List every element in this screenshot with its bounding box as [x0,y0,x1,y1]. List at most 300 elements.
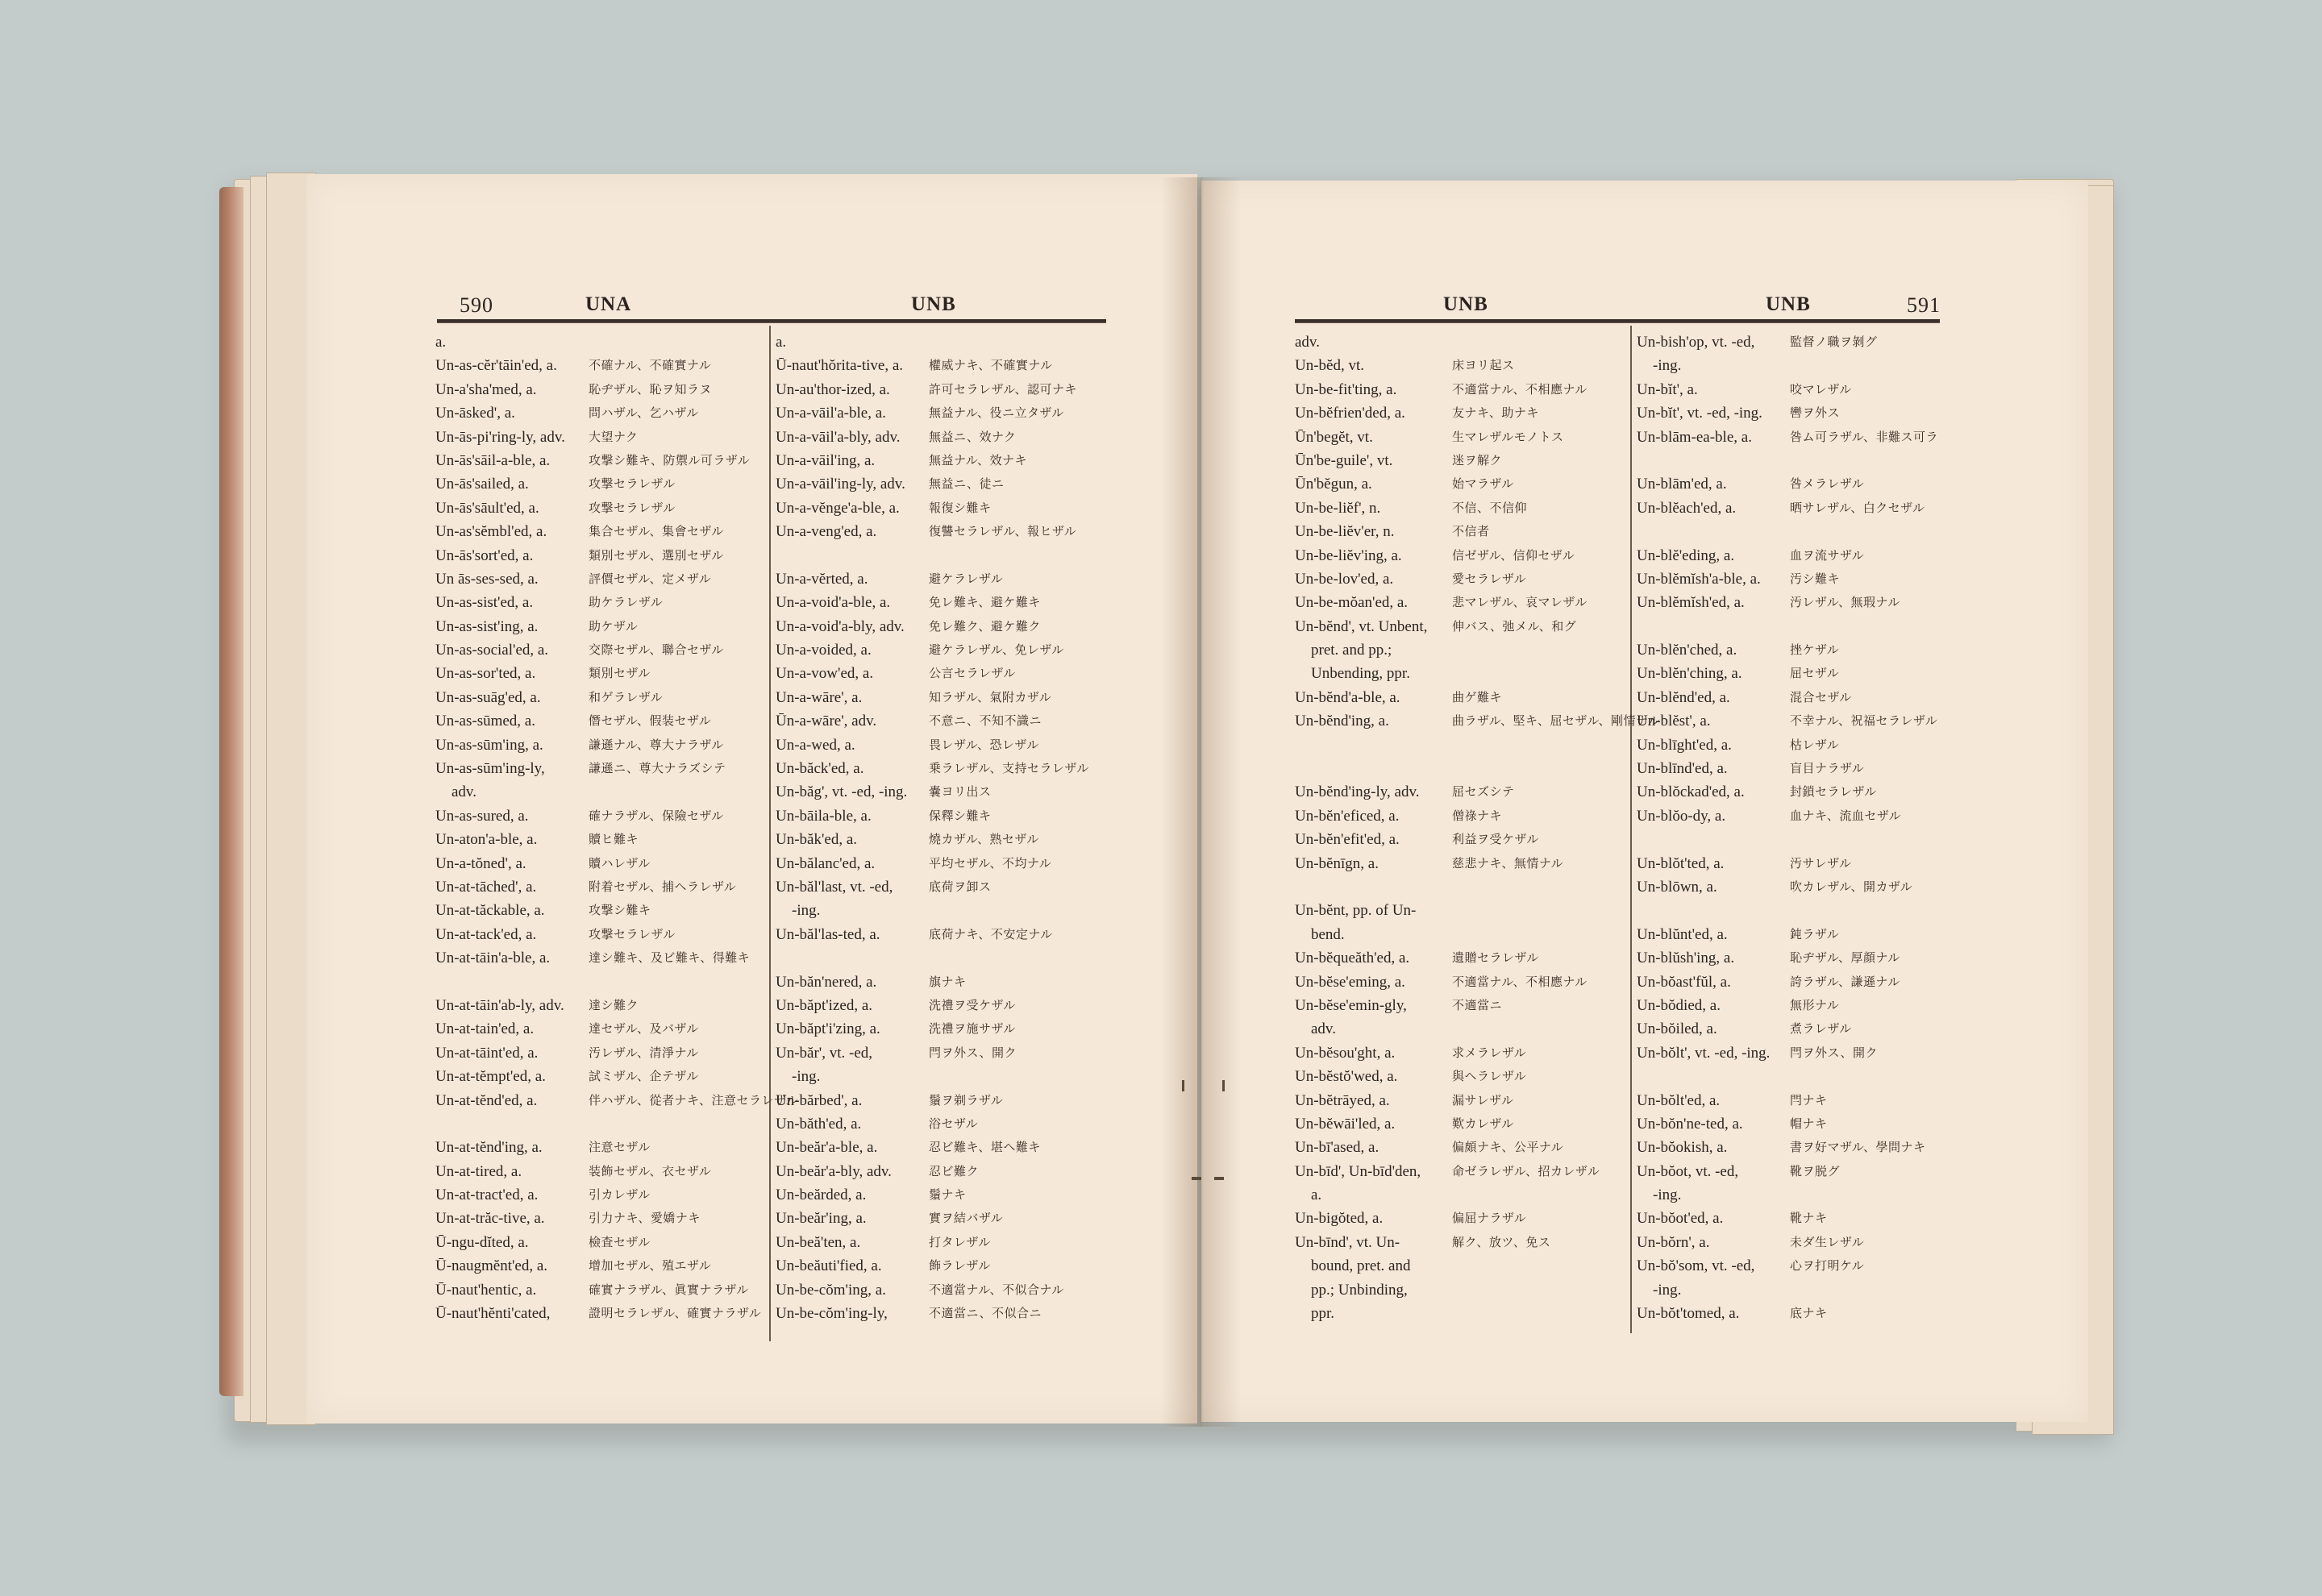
dictionary-entry [1295,923,1625,946]
headword: Un-bălanc'ed, a. [776,854,876,872]
dictionary-entry [435,591,766,614]
headword: Un-blĕnd'ed, a. [1637,688,1730,706]
headword: Un-beăr'ing, a. [776,1210,867,1228]
headword: Un-blŏckad'ed, a. [1637,783,1745,801]
japanese-definition: 問ハザル、乞ハザル [589,405,699,421]
japanese-definition: 底荷ナキ、不安定ナル [929,926,1053,941]
headword: Un-bărbed', a. [776,1091,863,1109]
japanese-definition: 不信者 [1452,524,1490,539]
japanese-definition: 友ナキ、助ナキ [1452,405,1539,421]
headword: Un-a-vāil'a-bly, adv. [776,428,901,446]
japanese-definition: 枯レザル [1790,737,1840,752]
japanese-definition: 迷ヲ解ク [1452,452,1503,468]
headword: -ing. [792,1068,821,1086]
japanese-definition: 血ナキ、流血セザル [1790,808,1902,823]
japanese-definition: 曲ゲ難キ [1452,689,1503,704]
headword: Ū-naut'hŏrita-tive, a. [776,357,904,375]
headword: Un-as-sūm'ing-ly, [435,760,545,778]
japanese-definition: 僭セザル、假装セザル [589,713,712,729]
japanese-definition: 曲ラザル、堅キ、屈セザル、剛情ナル [1452,713,1661,729]
dictionary-entry [1295,638,1625,662]
japanese-definition: 評價セザル、定メザル [589,571,712,586]
japanese-definition: 不確ナル、不確實ナル [589,358,712,373]
dictionary-entry [776,828,1106,851]
headword: adv. [452,783,476,801]
dictionary-entry [1295,852,1625,875]
dictionary-entry [1295,875,1625,899]
headword: Un-āsked', a. [435,405,515,422]
dictionary-entry [776,686,1106,709]
headword: Un-a-vĕrted, a. [776,570,868,588]
japanese-definition: 達シ難ク [589,997,639,1012]
headword: Un-a-tŏned', a. [435,854,526,872]
japanese-definition: 忍ビ難キ、堪ヘ難キ [929,1140,1041,1155]
dictionary-entry [776,899,1106,922]
japanese-definition: 公言セラレザル [929,666,1016,681]
dictionary-entry [1637,828,1943,851]
dictionary-entry [1295,497,1625,520]
japanese-definition: 不適當ニ、不似合ニ [929,1306,1042,1321]
dictionary-entry [435,1302,766,1325]
headword: Un-a-vow'ed, a. [776,665,874,683]
japanese-definition: 浴セザル [929,1116,979,1131]
japanese-definition: 盲目ナラザル [1790,761,1865,776]
dictionary-entry [1637,1112,1943,1136]
dictionary-entry [1295,1160,1625,1183]
japanese-definition: 知ラザル、氣附カザル [929,689,1052,704]
japanese-definition: 增加セザル、殖エザル [589,1258,712,1274]
dictionary-entry [1637,1160,1943,1183]
dictionary-entry [1637,1136,1943,1159]
right-page-column-1 [1295,330,1661,1325]
headword: Un-blĕmĭsh'a-ble, a. [1637,570,1761,588]
japanese-definition: 謙遜ニ、尊大ナラズシテ [589,761,726,776]
dictionary-entry [435,615,766,638]
japanese-definition: 命ゼラレザル、招カレザル [1452,1163,1600,1178]
headword: Un-băg', vt. -ed, -ing. [776,783,908,801]
dictionary-entry [1295,449,1625,472]
japanese-definition: 挫ケザル [1790,642,1840,658]
dictionary-entry [435,946,766,970]
headword: Un-as-sūm'ing, a. [435,736,543,754]
headword: Ūn'be-guile', vt. [1295,451,1393,469]
japanese-definition: 混合セザル [1790,689,1852,704]
japanese-definition: 謙遜ナル、尊大ナラザル [589,737,724,752]
dictionary-entry [1295,1136,1625,1159]
japanese-definition: 平均セザル、不均ナル [929,855,1052,871]
left-page-column-1 [435,330,799,1325]
headword: adv. [1311,1020,1336,1038]
dictionary-entry [1295,615,1625,638]
dictionary-entry [776,804,1106,828]
japanese-definition: 始マラザル [1452,476,1514,492]
japanese-definition: 閂ヲ外ス、開ク [929,1045,1017,1060]
dictionary-entry [1637,899,1943,922]
japanese-definition: 實ヲ結バザル [929,1211,1004,1226]
headword: Un-bĭt', a. [1637,380,1698,398]
dictionary-entry [1637,994,1943,1017]
headword: Un-be-cŏm'ing, a. [776,1281,886,1299]
japanese-definition: 咎ム可ラザル、非難ス可ラ [1790,429,1939,444]
japanese-definition: 鈍ラザル [1790,926,1840,941]
dictionary-entry [1295,804,1625,828]
japanese-definition: 偏屈ナラザル [1452,1211,1527,1226]
dictionary-entry [776,852,1106,875]
headword: pret. and pp.; [1311,642,1392,659]
headword: Un-as'sĕmbl'ed, a. [435,523,547,541]
dictionary-entry [1295,567,1625,591]
japanese-definition: 不適當ニ [1452,997,1503,1012]
dictionary-entry [435,567,766,591]
headword: Un-at-tack'ed, a. [435,925,537,943]
binding-stitch [1214,1177,1224,1180]
dictionary-entry [435,1041,766,1065]
headword: Un-at-tired, a. [435,1162,522,1180]
headword: Un-blŏo-dy, a. [1637,807,1726,825]
japanese-definition: 伸バス、弛メル、和グ [1452,618,1577,634]
dictionary-entry [776,330,1106,354]
headword: Un-beăr'a-bly, adv. [776,1162,892,1180]
headword: -ing. [1653,1187,1682,1204]
headword: Un-at-tĕnd'ing, a. [435,1139,543,1157]
dictionary-entry [1295,994,1625,1017]
headword: Un-au'thor-ized, a. [776,380,890,398]
dictionary-entry [1637,734,1943,757]
dictionary-entry [1637,852,1943,875]
left-column-divider [769,326,771,1341]
headword: Un-bĕnd'a-ble, a. [1295,688,1400,706]
headword: Un-be-liĕv'er, n. [1295,523,1395,541]
headword: Un-bĕstŏ'wed, a. [1295,1068,1398,1086]
headword: Un-blŭsh'ing, a. [1637,950,1735,967]
japanese-definition: 達セザル、及バザル [589,1021,699,1037]
headword: Un-bŏdied, a. [1637,996,1721,1014]
dictionary-entry [776,354,1106,377]
dictionary-entry [1295,1065,1625,1088]
dictionary-entry [1637,520,1943,543]
dictionary-entry [1295,354,1625,377]
headword: Un-bĕsou'ght, a. [1295,1044,1396,1062]
headword: Un-beărded, a. [776,1187,867,1204]
headword: Un-beăr'a-ble, a. [776,1139,878,1157]
headword: Un-ās'sort'ed, a. [435,547,534,564]
dictionary-entry [776,378,1106,401]
headword: Un-at-tĕmpt'ed, a. [435,1068,546,1086]
japanese-definition: 攻撃シ難キ、防禦ル可ラザル [589,452,751,468]
headword: Ūn'bĕgun, a. [1295,476,1372,493]
headword: Un-bĕnd'ing, a. [1295,713,1389,730]
japanese-definition: 漏サレザル [1452,1092,1514,1108]
dictionary-entry [435,426,766,449]
headword: Un-as-sist'ed, a. [435,594,534,612]
dictionary-entry [776,923,1106,946]
dictionary-entry [435,520,766,543]
japanese-definition: 避ケラレザル [929,571,1004,586]
headword: Un-bĕn'efit'ed, a. [1295,831,1400,849]
dictionary-entry [1295,1254,1625,1278]
headword: Un-bĕnīgn, a. [1295,854,1379,872]
dictionary-entry [1637,1207,1943,1230]
japanese-definition: 不幸ナル、祝福セラレザル [1790,713,1938,729]
dictionary-entry [1295,1231,1625,1254]
dictionary-entry [1637,804,1943,828]
japanese-definition: 無益ナル、效ナキ [929,452,1028,468]
headword: Un-as-sured, a. [435,807,529,825]
dictionary-entry [1295,780,1625,804]
japanese-definition: 權威ナキ、不確實ナル [929,358,1053,373]
headword: Un-as-social'ed, a. [435,642,549,659]
dictionary-entry [1295,1041,1625,1065]
headword: -ing. [792,902,821,920]
dictionary-entry [1295,709,1661,733]
dictionary-entry [1295,899,1625,922]
dictionary-entry [1637,970,1943,994]
dictionary-entry [435,1089,799,1112]
dictionary-entry [435,1160,766,1183]
japanese-definition: 贖ヒ難キ [589,832,639,847]
headword: Un-as-sist'ing, a. [435,617,539,635]
japanese-definition: 恥ヂザル、厚顔ナル [1790,950,1900,966]
headword: Un-bŏlt', vt. -ed, -ing. [1637,1044,1771,1062]
japanese-definition: 閂ナキ [1790,1092,1828,1108]
dictionary-entry [1637,591,1943,614]
dictionary-entry [1637,1231,1943,1254]
dictionary-entry [435,734,766,757]
japanese-definition: 書ヲ好マザル、學問ナキ [1790,1140,1926,1155]
headword: Un-blīnd'ed, a. [1637,760,1728,778]
japanese-definition: 忍ビ難ク [929,1163,980,1178]
japanese-definition: 免レ難キ、避ケ難キ [929,595,1041,610]
left-page-number: 590 [460,293,493,317]
dictionary-entry [1295,1112,1625,1136]
headword: Un-bĕse'emin-gly, [1295,996,1407,1014]
headword: Un-be-cŏm'ing-ly, [776,1305,888,1323]
headword: Un-bigŏted, a. [1295,1210,1384,1228]
right-guide-word-first: UNB [1443,293,1488,315]
japanese-definition: 和ゲラレザル [589,689,664,704]
headword: Un-a-void'a-bly, adv. [776,617,905,635]
dictionary-entry [435,875,766,899]
dictionary-entry [776,544,1106,567]
japanese-definition: 攻撃セラレザル [589,926,676,941]
headword: ppr. [1311,1305,1335,1323]
japanese-definition: 底ナキ [1790,1306,1828,1321]
dictionary-entry [776,1278,1106,1302]
dictionary-entry [435,1065,766,1088]
japanese-definition: 装飾セザル、衣セザル [589,1163,712,1178]
dictionary-entry [435,378,766,401]
japanese-definition: 求メラレザル [1452,1045,1527,1060]
dictionary-entry [776,1183,1106,1207]
headword: Ū-ngu-dĭted, a. [435,1233,529,1251]
japanese-definition: 復讐セラレザル、報ヒザル [929,524,1077,539]
japanese-definition: 生マレザルモノトス [1452,429,1564,444]
japanese-definition: 不適當ナル、不似合ナル [929,1282,1064,1297]
dictionary-entry [1637,923,1943,946]
japanese-definition: 攻撃セラレザル [589,476,676,492]
dictionary-entry [776,1112,1106,1136]
japanese-definition: 閂ヲ外ス、開ク [1790,1045,1878,1060]
headword: Un-bŏokish, a. [1637,1139,1728,1157]
japanese-definition: 底荷ヲ卸ス [929,879,992,894]
dictionary-entry [776,662,1106,685]
japanese-definition: 屈セザル [1790,666,1840,681]
headword: Un-bŏot'ed, a. [1637,1210,1724,1228]
dictionary-entry [776,734,1106,757]
dictionary-entry [435,354,766,377]
japanese-definition: 助ケザル [589,618,639,634]
japanese-definition: 汚レザル、無瑕ナル [1790,595,1900,610]
headword: Un-a-vāil'ing, a. [776,451,876,469]
japanese-definition: 伴ハザル、從者ナキ、注意セラレザル [589,1092,799,1108]
headword: Un-bĭt', vt. -ed, -ing. [1637,405,1762,422]
japanese-definition: 不適當ナル、不相應ナル [1452,381,1588,397]
dictionary-entry [776,638,1106,662]
headword: Un-as-sor'ted, a. [435,665,536,683]
japanese-definition: 無益ニ、效ナク [929,429,1017,444]
headword: Un-bīd', Un-bīd'den, [1295,1162,1421,1180]
headword: Ūn'begĕt, vt. [1295,428,1373,446]
headword: a. [776,334,787,351]
headword: Un-băn'nered, a. [776,973,877,991]
headword: Un-bŏiled, a. [1637,1020,1717,1038]
japanese-definition: 保釋シ難キ [929,808,992,823]
japanese-definition: 咬マレザル [1790,381,1852,397]
dictionary-entry [1637,567,1943,591]
dictionary-entry [435,449,766,472]
japanese-definition: 慈悲ナキ、無情ナル [1452,855,1564,871]
headword: Un-at-tāin'ab-ly, adv. [435,996,564,1014]
dictionary-entry [1295,828,1625,851]
japanese-definition: 達シ難キ、及ビ難キ、得難キ [589,950,751,966]
japanese-definition: 不適當ナル、不相應ナル [1452,974,1588,989]
japanese-definition: 鬚ヲ剃ラザル [929,1092,1004,1108]
headword: Un-ās'sāult'ed, a. [435,499,539,517]
dictionary-entry [1637,638,1943,662]
headword: Un-bāila-ble, a. [776,807,872,825]
headword: Un-blŏt'ted, a. [1637,854,1725,872]
dictionary-entry [1637,780,1943,804]
dictionary-entry [1637,1089,1943,1112]
dictionary-entry [1637,615,1943,638]
japanese-definition: 助ケラレザル [589,595,664,610]
dictionary-entry [435,662,766,685]
right-column-divider [1630,326,1632,1333]
headword: Un-be-mŏan'ed, a. [1295,594,1409,612]
dictionary-entry [435,828,766,851]
dictionary-entry [1637,426,1943,449]
headword: adv. [1295,334,1320,351]
japanese-definition: 煮ラレザル [1790,1021,1852,1037]
headword: Un-at-tāint'ed, a. [435,1044,539,1062]
japanese-definition: 鬚ナキ [929,1187,967,1203]
japanese-definition: 血ヲ流サザル [1790,547,1865,563]
dictionary-entry [1637,1254,1943,1278]
japanese-definition: 洗禮ヲ施サザル [929,1021,1016,1037]
japanese-definition: 偏頗ナキ、公平ナル [1452,1140,1564,1155]
headword: -ing. [1653,1281,1682,1299]
japanese-definition: 悲マレザル、哀マレザル [1452,595,1588,610]
headword: Ū-naut'hĕnti'cated, [435,1305,551,1323]
dictionary-entry [1637,875,1943,899]
dictionary-entry [1637,662,1943,685]
headword: Un-bŏt'tomed, a. [1637,1305,1740,1323]
japanese-definition: 轡ヲ外ス [1790,405,1841,421]
dictionary-entry [435,994,766,1017]
headword: Un-a-veng'ed, a. [776,523,877,541]
japanese-definition: 遺贈セラレザル [1452,950,1539,966]
dictionary-entry [776,875,1106,899]
dictionary-entry [776,591,1106,614]
dictionary-entry [1295,378,1625,401]
headword: Un-blĕmĭsh'ed, a. [1637,594,1745,612]
dictionary-entry [1637,757,1943,780]
dictionary-entry [776,1231,1106,1254]
japanese-definition: 注意セザル [589,1140,651,1155]
dictionary-entry [1295,734,1625,781]
headword: bound, pret. and [1311,1257,1411,1275]
headword: Un-bĕqueăth'ed, a. [1295,950,1410,967]
dictionary-entry [776,1254,1106,1278]
headword: Un-blĕach'ed, a. [1637,499,1737,517]
dictionary-entry [1637,1017,1943,1041]
dictionary-entry [1637,354,1943,377]
headword: pp.; Unbinding, [1311,1281,1408,1299]
dictionary-entry [435,1017,766,1041]
headword: Un-blām-ea-ble, a. [1637,428,1752,446]
headword: Un-aton'a-ble, a. [435,831,538,849]
headword: Un-bĕtrāyed, a. [1295,1091,1390,1109]
japanese-definition: 床ヨリ起ス [1452,358,1515,373]
headword: Un-at-trăc-tive, a. [435,1210,545,1228]
dictionary-entry [776,780,1106,804]
dictionary-entry [435,780,766,804]
dictionary-entry [776,970,1106,994]
headword: Un-blŭnt'ed, a. [1637,925,1728,943]
dictionary-entry [1295,1017,1625,1041]
dictionary-entry [435,804,766,828]
dictionary-entry [1295,472,1625,496]
headword: Un-blĕn'ched, a. [1637,642,1737,659]
japanese-definition: 僧祿ナキ [1452,808,1503,823]
dictionary-entry [776,757,1106,780]
binding-stitch [1182,1080,1184,1091]
japanese-definition: 集合セザル、集會セザル [589,524,724,539]
dictionary-entry [435,686,766,709]
dictionary-entry [435,1231,766,1254]
dictionary-entry [435,709,766,733]
headword: Un-a-vāil'a-ble, a. [776,405,886,422]
headword: Un-băk'ed, a. [776,831,858,849]
dictionary-entry [776,1160,1106,1183]
japanese-definition: 不信、不信仰 [1452,500,1528,515]
japanese-definition: 嚢ヨリ出ス [929,784,992,800]
japanese-definition: 心ヲ打明ケル [1790,1258,1865,1274]
headword: Ū-naut'hentic, a. [435,1281,537,1299]
japanese-definition: 免レ難ク、避ケ難ク [929,618,1041,634]
dictionary-entry [1295,1302,1625,1325]
japanese-definition: 咎メラレザル [1790,476,1865,492]
dictionary-entry [776,709,1106,733]
dictionary-entry [1295,544,1625,567]
dictionary-entry [776,946,1106,970]
japanese-definition: 汚レザル、清淨ナル [589,1045,699,1060]
headword: Un-a'sha'med, a. [435,380,537,398]
dictionary-entry [1295,946,1625,970]
headword: Ū-naugmĕnt'ed, a. [435,1257,548,1275]
japanese-definition: 洗禮ヲ受ケザル [929,997,1016,1012]
japanese-definition: 汚シ難キ [1790,571,1841,586]
